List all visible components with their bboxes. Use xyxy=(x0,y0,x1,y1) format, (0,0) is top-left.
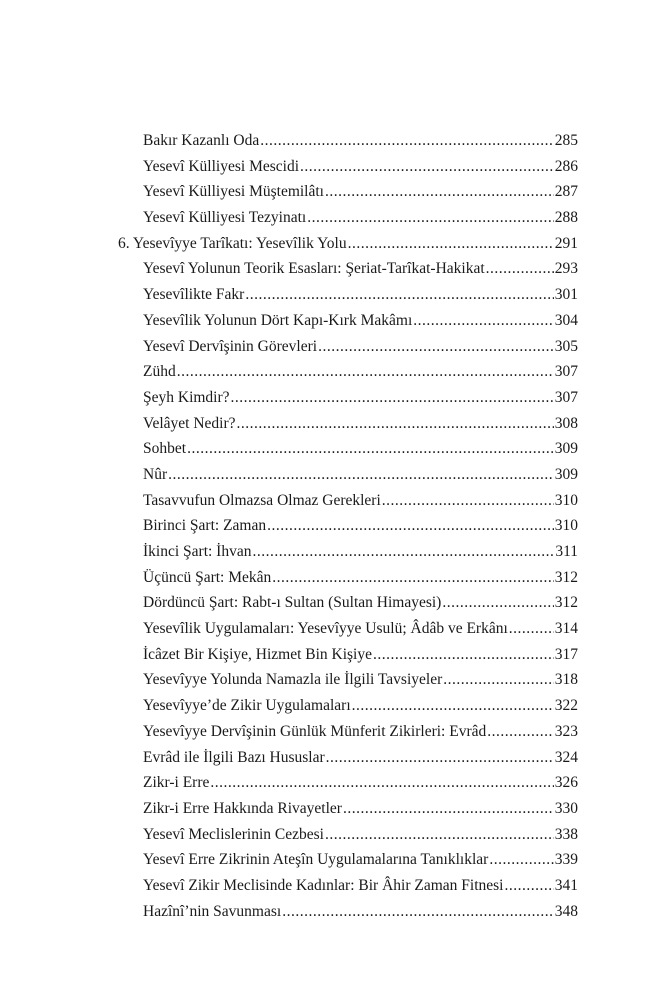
toc-dot-leader xyxy=(231,385,554,411)
toc-entry xyxy=(0,745,650,771)
toc-entry-line xyxy=(143,616,578,642)
toc-entry-line xyxy=(143,642,578,668)
toc-entry-page-number: 318 xyxy=(554,671,578,689)
toc-entry-line xyxy=(143,745,578,771)
toc-entry-title: Velâyet Nedir? xyxy=(143,414,236,432)
toc-entry xyxy=(0,488,650,514)
toc-entry-title: Yesevî Külliyesi Tezyinatı xyxy=(143,209,307,227)
toc-entry-page-number: 310 xyxy=(554,491,578,509)
toc-entry-title: Yesevîyye Yolunda Namazla ile İlgili Tavsiyeler xyxy=(143,671,443,689)
toc-entry-title: Yesevî Yolunun Teorik Esasları: Şeriat-Tarîkat-Hakikat xyxy=(143,260,485,278)
toc-dot-leader xyxy=(486,256,554,282)
toc-entry-page-number: 312 xyxy=(554,594,578,612)
toc-entry-line xyxy=(143,205,578,231)
toc-entry xyxy=(0,436,650,462)
toc-entry-page-number: 307 xyxy=(554,388,578,406)
toc-entry xyxy=(0,359,650,385)
toc-entry-title: Yesevîyye’de Zikir Uygulamaları xyxy=(143,697,351,715)
toc-entry xyxy=(0,334,650,360)
toc-entry-title: Nûr xyxy=(143,465,168,483)
toc-entry-page-number: 312 xyxy=(554,568,578,586)
toc-entry xyxy=(0,667,650,693)
toc-entry-title: İkinci Şart: İhvan xyxy=(143,543,252,560)
toc-entry-line xyxy=(143,719,578,745)
toc-dot-leader xyxy=(343,796,554,822)
toc-entry-line xyxy=(143,282,578,308)
toc-entry-title: Zikr-i Erre Hakkında Rivayetler xyxy=(143,799,342,817)
toc-entry-line xyxy=(143,847,578,873)
toc-entry-page-number: 348 xyxy=(554,902,578,920)
toc-entry-title: Yesevî Külliyesi Müştemilâtı xyxy=(143,183,324,201)
toc-entry xyxy=(0,385,650,411)
toc-dot-leader xyxy=(382,488,554,514)
toc-entry-page-number: 309 xyxy=(554,465,578,483)
toc-entry-page-number: 307 xyxy=(554,363,578,381)
toc-entry-line xyxy=(143,693,578,719)
toc-entry-page-number: 323 xyxy=(554,722,578,740)
toc-entry xyxy=(0,462,650,488)
toc-entry-page-number: 288 xyxy=(554,209,578,227)
toc-entry-line xyxy=(143,667,578,693)
toc-dot-leader xyxy=(442,590,553,616)
toc-entry-line xyxy=(143,796,578,822)
toc-entry-page-number: 330 xyxy=(554,799,578,817)
toc-entry-line xyxy=(143,488,578,514)
toc-dot-leader xyxy=(325,179,554,205)
toc-entry-title: Yesevî Zikir Meclisinde Kadınlar: Bir Âhir Zaman Fitnesi xyxy=(143,876,504,894)
toc-dot-leader xyxy=(245,282,553,308)
toc-entry xyxy=(0,128,650,154)
toc-dot-leader xyxy=(443,667,553,693)
toc-dot-leader xyxy=(210,770,553,796)
toc-entry-page-number: 305 xyxy=(554,337,578,355)
toc-entry-line xyxy=(143,590,578,616)
toc-entry-title: Yesevî Erre Zikrinin Ateşîn Uygulamalarına Tanıklıklar xyxy=(143,851,489,869)
toc-entry-title: Yesevîlik Yolunun Dört Kapı-Kırk Makâmı xyxy=(143,311,413,329)
toc-entry-title: Dördüncü Şart: Rabt-ı Sultan (Sultan Himayesi) xyxy=(143,594,442,612)
toc-entry-line xyxy=(143,822,578,848)
toc-dot-leader xyxy=(187,436,554,462)
toc-entry xyxy=(0,154,650,180)
toc-entry-title: Bakır Kazanlı Oda xyxy=(143,132,260,149)
toc-entry xyxy=(0,616,650,642)
toc-entry-page-number: 291 xyxy=(554,234,578,252)
toc-entry-title: Yesevî Dervîşinin Görevleri xyxy=(143,337,318,355)
toc-entry xyxy=(0,796,650,822)
toc-entry-title: Zikr-i Erre xyxy=(143,774,210,792)
toc-entry-line xyxy=(143,565,578,591)
toc-entry-line xyxy=(118,231,578,257)
toc-entry xyxy=(0,590,650,616)
toc-dot-leader xyxy=(487,719,554,745)
toc-entry xyxy=(0,513,650,539)
toc-entry-line xyxy=(143,770,578,796)
toc-entry-page-number: 324 xyxy=(554,748,578,766)
toc-dot-leader xyxy=(373,642,554,668)
toc-entry-page-number: 285 xyxy=(554,132,578,149)
toc-dot-leader xyxy=(348,231,554,257)
toc-dot-leader xyxy=(504,873,553,899)
toc-dot-leader xyxy=(282,899,554,925)
toc-entry-page-number: 286 xyxy=(554,157,578,175)
toc-entry xyxy=(0,231,650,257)
toc-entry-line xyxy=(143,513,578,539)
toc-entry-title: Yesevîlik Uygulamaları: Yesevîyye Usulü; Âdâb ve Erkânı xyxy=(143,620,508,638)
toc-entry-page-number: 326 xyxy=(554,774,578,792)
toc-entry-page-number: 309 xyxy=(554,440,578,458)
toc-entry-line xyxy=(143,128,578,154)
toc-entry-title: Sohbet xyxy=(143,440,187,458)
toc-entry-line xyxy=(143,899,578,925)
toc-entry-line xyxy=(143,308,578,334)
toc-entry-line xyxy=(143,256,578,282)
toc-entry-page-number: 311 xyxy=(555,543,578,560)
toc-dot-leader xyxy=(168,462,554,488)
toc-entry-page-number: 322 xyxy=(554,697,578,715)
toc-entry-page-number: 293 xyxy=(554,260,578,278)
toc-entry xyxy=(0,693,650,719)
toc-dot-leader xyxy=(267,513,554,539)
toc-entry xyxy=(0,539,650,565)
toc-dot-leader xyxy=(509,616,554,642)
toc-entry-title: 6. Yesevîyye Tarîkatı: Yesevîlik Yolu xyxy=(118,234,347,252)
toc-entry-page-number: 308 xyxy=(554,414,578,432)
toc-entry-line xyxy=(143,154,578,180)
toc-dot-leader xyxy=(177,359,554,385)
toc-entry xyxy=(0,770,650,796)
toc-entry-line xyxy=(143,539,578,565)
toc-dot-leader xyxy=(252,539,554,565)
toc-entry xyxy=(0,256,650,282)
toc-entry xyxy=(0,282,650,308)
toc-dot-leader xyxy=(307,205,554,231)
toc-entry-page-number: 301 xyxy=(554,286,578,304)
toc-entry xyxy=(0,822,650,848)
toc-entry-title: Yesevî Meclislerinin Cezbesi xyxy=(143,825,324,843)
toc-dot-leader xyxy=(352,693,554,719)
toc-entry-line xyxy=(143,436,578,462)
toc-entry-title: Zühd xyxy=(143,363,176,381)
toc-entry-line xyxy=(143,462,578,488)
toc-entry-page-number: 317 xyxy=(554,645,578,663)
toc-entry xyxy=(0,719,650,745)
toc-entry-title: Evrâd ile İlgili Bazı Hususlar xyxy=(143,748,325,766)
toc-entry-title: Tasavvufun Olmazsa Olmaz Gerekleri xyxy=(143,491,381,509)
toc-entry xyxy=(0,899,650,925)
toc-entry-title: Şeyh Kimdir? xyxy=(143,388,230,406)
toc-entry xyxy=(0,565,650,591)
toc-entry xyxy=(0,642,650,668)
toc-entry-page-number: 287 xyxy=(554,183,578,201)
toc-entry-line xyxy=(143,179,578,205)
toc-entry-page-number: 310 xyxy=(554,517,578,535)
toc-dot-leader xyxy=(260,128,554,154)
toc-entry-line xyxy=(143,411,578,437)
toc-dot-leader xyxy=(318,334,554,360)
toc-entry xyxy=(0,873,650,899)
toc-dot-leader xyxy=(272,565,553,591)
toc-dot-leader xyxy=(325,822,554,848)
toc-entry xyxy=(0,308,650,334)
toc-entry xyxy=(0,205,650,231)
toc-entry-title: Yesevîyye Dervîşinin Günlük Münferit Zikirleri: Evrâd xyxy=(143,722,487,740)
toc-entry-title: Birinci Şart: Zaman xyxy=(143,517,267,535)
toc-entry-page-number: 341 xyxy=(554,876,578,894)
toc-entry-line xyxy=(143,873,578,899)
toc-entry-title: Yesevîlikte Fakr xyxy=(143,286,245,304)
toc-dot-leader xyxy=(326,745,554,771)
toc-entry-page-number: 339 xyxy=(554,851,578,869)
toc-entry-line xyxy=(143,359,578,385)
toc-dot-leader xyxy=(237,411,554,437)
toc-entry-title: İcâzet Bir Kişiye, Hizmet Bin Kişiye xyxy=(143,645,372,663)
toc-dot-leader xyxy=(489,847,553,873)
toc-entry xyxy=(0,179,650,205)
toc-dot-leader xyxy=(300,154,554,180)
toc-entry-line xyxy=(143,385,578,411)
toc-entry-title: Yesevî Külliyesi Mescidi xyxy=(143,157,300,175)
toc-dot-leader xyxy=(413,308,554,334)
toc-entry-page-number: 314 xyxy=(554,620,578,638)
toc-entry xyxy=(0,847,650,873)
table-of-contents xyxy=(0,128,650,924)
toc-entry-title: Hazînî’nin Savunması xyxy=(143,902,282,920)
toc-entry xyxy=(0,411,650,437)
toc-entry-title: Üçüncü Şart: Mekân xyxy=(143,568,272,586)
toc-entry-line xyxy=(143,334,578,360)
toc-entry-page-number: 304 xyxy=(554,311,578,329)
toc-entry-page-number: 338 xyxy=(554,825,578,843)
